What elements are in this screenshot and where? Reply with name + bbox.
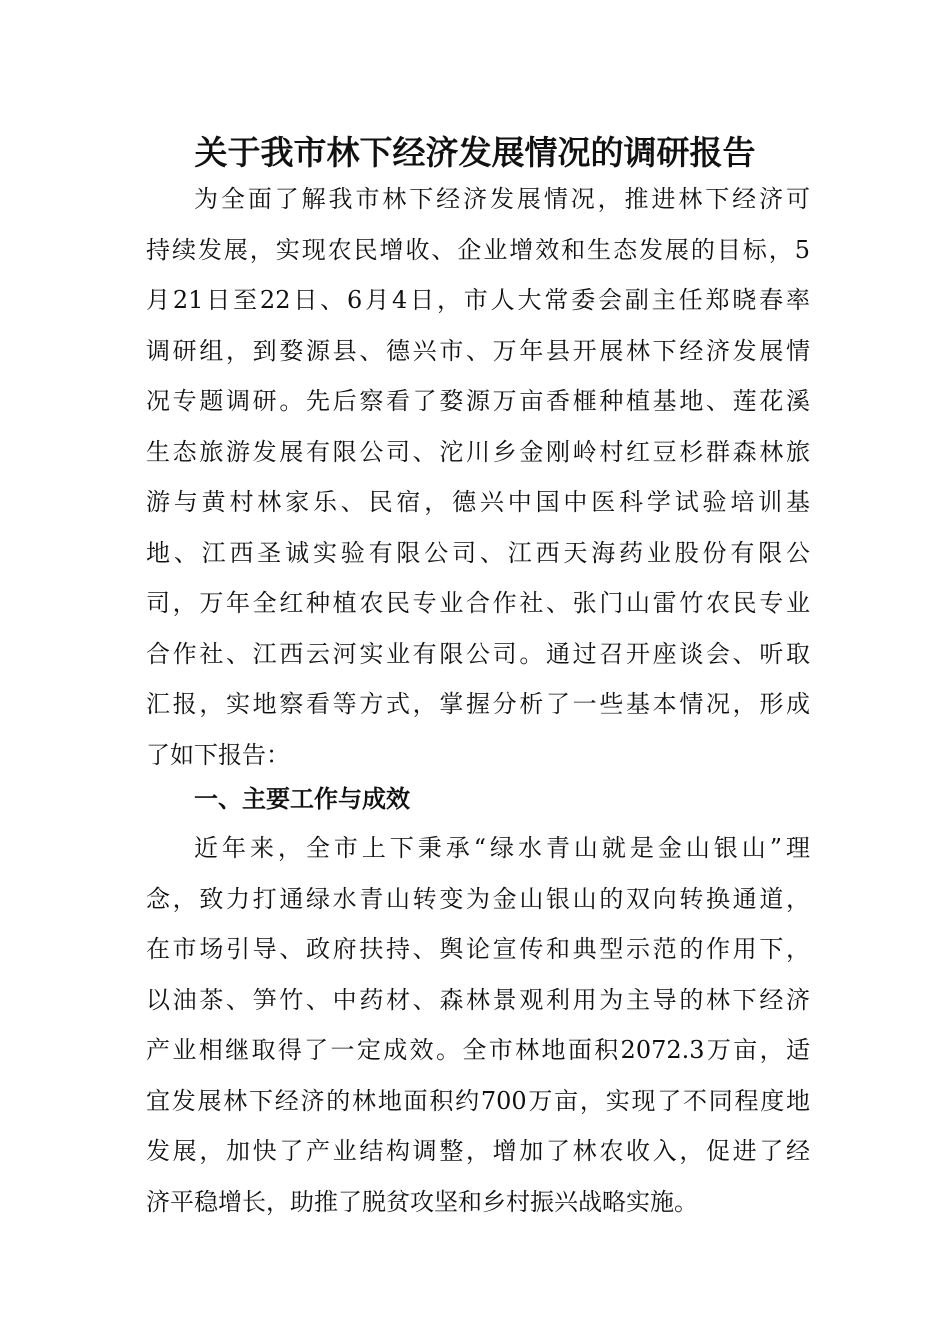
document-title: 关于我市林下经济发展情况的调研报告 [194,133,756,172]
paragraph-line: 念，致力打通绿水青山转变为金山银山的双向转换通道， [146,884,810,913]
intro-paragraph [146,174,810,780]
paragraph-line: 况专题调研。先后察看了婺源万亩香榧种植基地、莲花溪 [146,387,810,415]
section1-paragraph [146,823,810,1227]
paragraph-line: 汇报，实地察看等方式，掌握分析了一些基本情况，形成 [146,690,810,718]
paragraph-line: 济平稳增长，助推了脱贫攻坚和乡村振兴战略实施。 [146,1187,698,1216]
paragraph-line: 发展，加快了产业结构调整，增加了林农收入，促进了经 [146,1137,810,1165]
paragraph-line: 近年来，全市上下秉承“绿水青山就是金山银山”理 [194,834,810,862]
paragraph-line: 生态旅游发展有限公司、沱川乡金刚岭村红豆杉群森林旅 [146,437,810,466]
paragraph-line: 以油茶、笋竹、中药材、森林景观利用为主导的林下经济 [146,985,810,1014]
section-heading: 一、主要工作与成效 [194,785,410,813]
paragraph-line: 为全面了解我市林下经济发展情况，推进林下经济可 [194,185,810,213]
paragraph-line: 宜发展林下经济的林地面积约700万亩，实现了不同程度地 [146,1086,810,1115]
paragraph-line: 在市场引导、政府扶持、舆论宣传和典型示范的作用下， [146,935,810,963]
paragraph-line: 产业相继取得了一定成效。全市林地面积2072.3万亩，适 [146,1036,810,1064]
paragraph-line: 司，万年全红种植农民专业合作社、张门山雷竹农民专业 [146,589,810,617]
paragraph-line: 游与黄村林家乐、民宿，德兴中国中医科学试验培训基 [146,488,810,516]
paragraph-line: 持续发展，实现农民增收、企业增效和生态发展的目标，5 [146,235,810,264]
paragraph-line: 合作社、江西云河实业有限公司。通过召开座谈会、听取 [146,639,810,668]
paragraph-line: 了如下报告： [146,740,290,769]
paragraph-line: 地、江西圣诚实验有限公司、江西天海药业股份有限公 [146,538,810,567]
paragraph-line: 月21日至22日、6月4日，市人大常委会副主任郑晓春率 [146,286,810,314]
paragraph-line: 调研组，到婺源县、德兴市、万年县开展林下经济发展情 [146,336,810,365]
